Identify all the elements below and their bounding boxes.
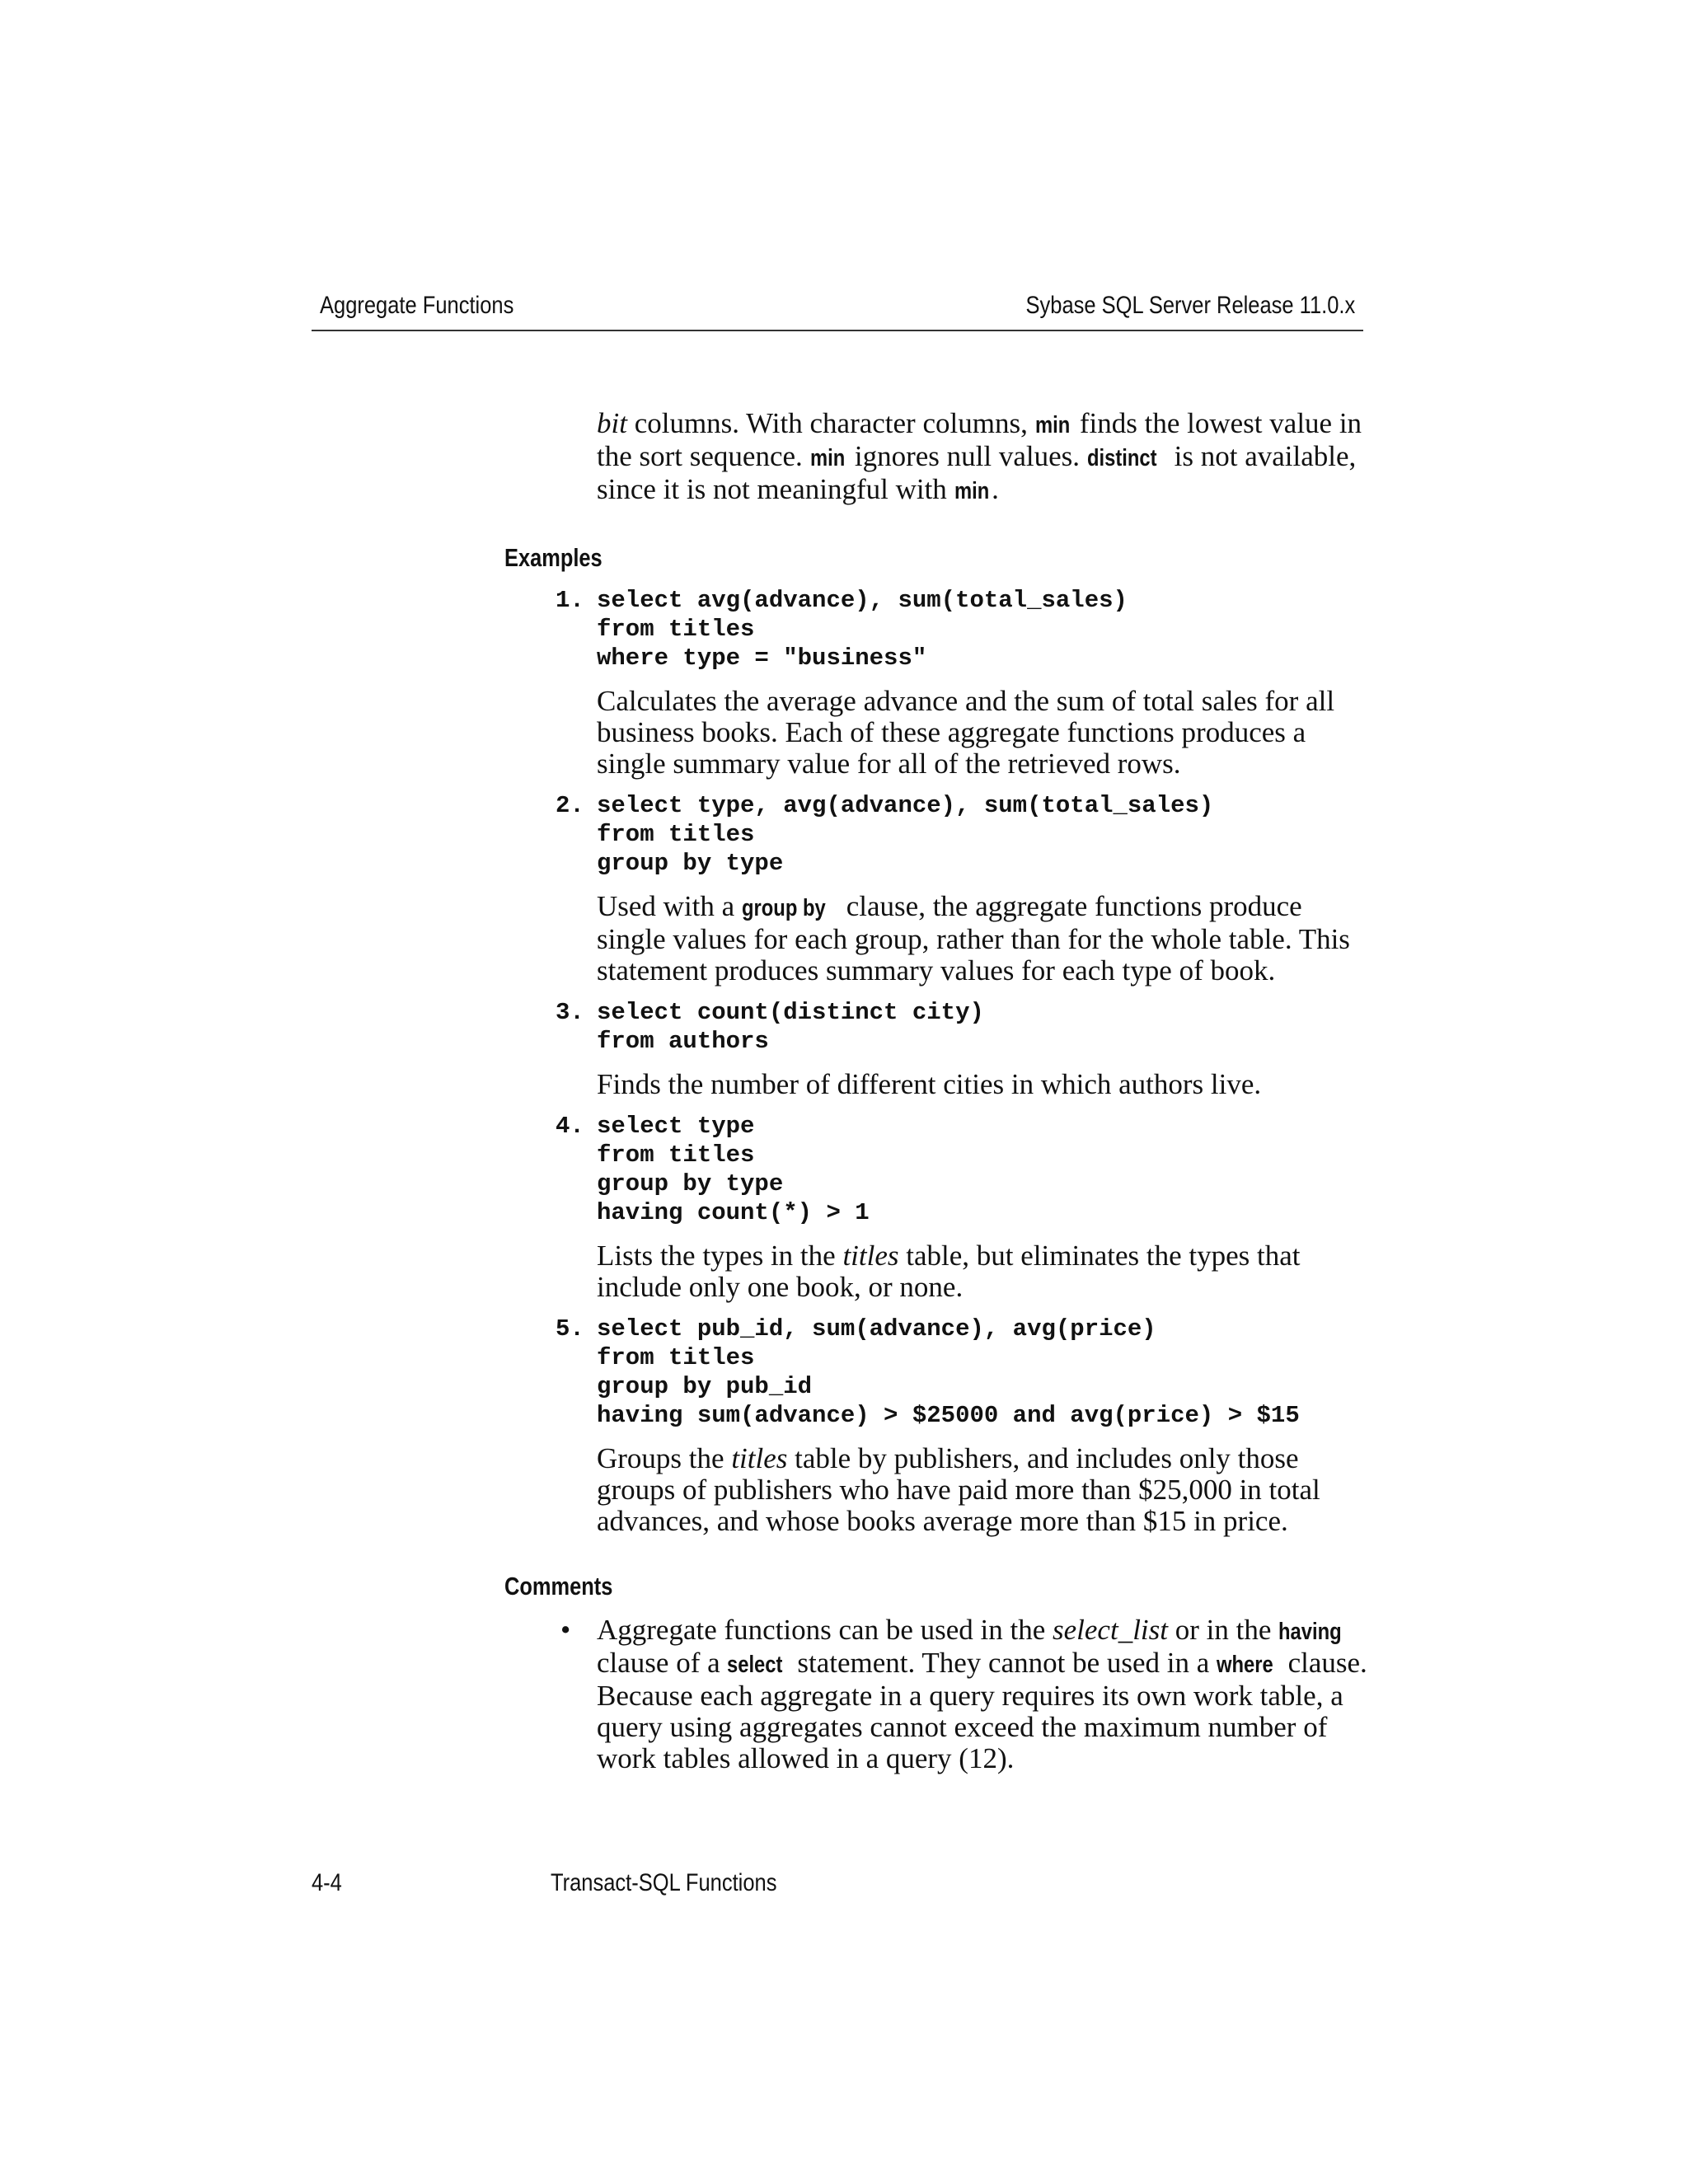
comment-text: clause. Because each aggregate in a query requires its own work table, a query using aggregates cannot exceed the maximum number of work tables allowed in a query (12).	[597, 1647, 1367, 1774]
code-line: select count(distinct city)	[597, 999, 984, 1026]
italic-table-name: titles	[842, 1240, 899, 1272]
intro-text: .	[992, 473, 999, 505]
example-description	[597, 1443, 1370, 1537]
comments-heading: Comments	[504, 1572, 613, 1601]
italic-table-name: titles	[731, 1442, 788, 1474]
example-number: 2.	[556, 792, 584, 819]
code-line: select avg(advance), sum(total_sales)	[597, 587, 1128, 614]
comment-text: Aggregate functions can be used in the	[597, 1614, 1053, 1646]
example-item	[556, 586, 1370, 780]
bullet-icon: •	[560, 1614, 571, 1646]
code-line: select pub_id, sum(advance), avg(price)	[597, 1315, 1156, 1343]
intro-text: ignores null values.	[847, 440, 1087, 472]
example-description-text: Used with a	[597, 890, 742, 922]
code-line: from titles	[597, 1344, 755, 1371]
comment-text: or in the	[1167, 1614, 1279, 1646]
example-number: 5.	[556, 1315, 584, 1343]
example-number: 4.	[556, 1113, 584, 1140]
comment-text: clause of a	[597, 1647, 728, 1679]
code-line: from authors	[597, 1028, 769, 1055]
example-number: 3.	[556, 999, 584, 1026]
header-section-title: Aggregate Functions	[320, 292, 514, 319]
code-line: select type	[597, 1113, 755, 1140]
example-description	[597, 1240, 1370, 1303]
example-description: Finds the number of different cities in which authors live.	[597, 1068, 1262, 1100]
intro-text: is not available, since it is not meaningful with	[597, 440, 1357, 505]
code-line: group by pub_id	[597, 1373, 813, 1400]
code-line: from titles	[597, 821, 755, 848]
code-line: where type = "business"	[597, 644, 927, 672]
page-content	[504, 408, 1370, 1803]
header-product-release: Sybase SQL Server Release 11.0.x	[1025, 292, 1355, 319]
comment-bullet-item	[560, 1614, 1370, 1774]
example-description-text: Lists the types in the	[597, 1240, 843, 1272]
example-item	[556, 1315, 1370, 1537]
example-item	[556, 791, 1370, 987]
example-description-text: table, but eliminates the types that include only one book, or none.	[597, 1240, 1301, 1303]
example-description	[597, 891, 1370, 987]
examples-heading: Examples	[504, 543, 603, 572]
intro-italic-bit: bit	[597, 407, 627, 439]
example-description-text: Groups the	[597, 1442, 732, 1474]
keyword-where: where	[1217, 1652, 1273, 1678]
intro-keyword-min: min	[809, 445, 845, 471]
code-line: from titles	[597, 616, 755, 643]
italic-select-list: select_list	[1053, 1614, 1168, 1646]
example-item	[556, 998, 1370, 1100]
code-line: select type, avg(advance), sum(total_sales)	[597, 792, 1214, 819]
intro-text: columns. With character columns,	[626, 407, 1035, 439]
intro-keyword-min: min	[1034, 412, 1070, 438]
keyword-group-by: group by	[741, 895, 826, 921]
intro-keyword-distinct: distinct	[1086, 445, 1157, 471]
keyword-having: having	[1278, 1619, 1342, 1645]
example-description: Calculates the average advance and the sum of total sales for all business books. Each of these aggregate functions produces a single summary value for all of the retrieved rows.	[597, 685, 1335, 780]
footer-book-title: Transact-SQL Functions	[551, 1869, 777, 1896]
page-footer	[312, 1869, 1363, 1910]
example-number: 1.	[556, 587, 584, 614]
code-line: group by type	[597, 1170, 784, 1197]
code-line: having count(*) > 1	[597, 1199, 870, 1226]
footer-page-number: 4-4	[312, 1869, 342, 1896]
code-line: having sum(advance) > $25000 and avg(price) > $15	[597, 1402, 1300, 1429]
intro-keyword-min: min	[954, 478, 989, 504]
code-line: from titles	[597, 1141, 755, 1169]
example-description-text: table by publishers, and includes only those groups of publishers who have paid more than $25,000 in total advances, and whose books average more than $15 in price.	[597, 1442, 1320, 1537]
comment-text: statement. They cannot be used in a	[790, 1647, 1217, 1679]
code-line: group by type	[597, 850, 784, 877]
example-description-text: clause, the aggregate functions produce single values for each group, rather than for the whole table. This statement produces summary values for each type of book.	[597, 890, 1350, 987]
page-header	[312, 288, 1363, 331]
intro-paragraph	[597, 408, 1370, 507]
keyword-select: select	[727, 1652, 783, 1678]
example-item	[556, 1112, 1370, 1303]
intro-text: finds the lowest value in the sort sequence.	[597, 407, 1362, 472]
